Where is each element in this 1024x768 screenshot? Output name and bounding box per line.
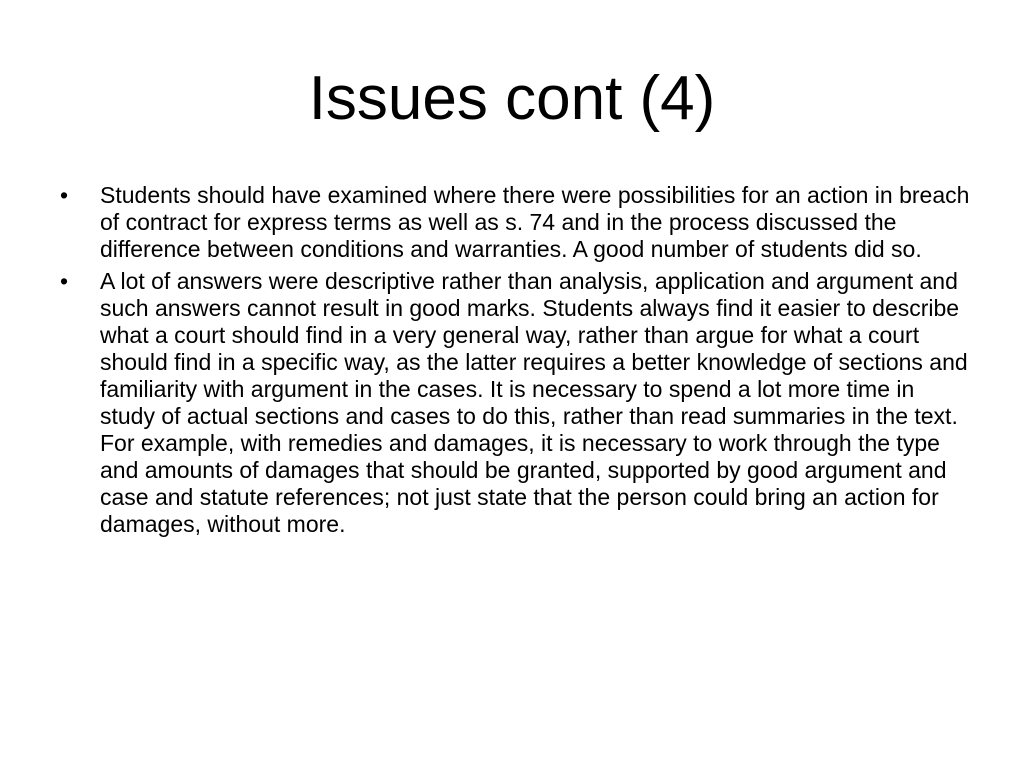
bullet-icon: • — [60, 268, 69, 294]
bullet-icon: • — [60, 182, 69, 208]
bullet-text: A lot of answers were descriptive rather than analysis, application and argument and such answers cannot result in good marks. Students always find it easier to describe what a court should find in a very general way, rather than argue for what a court should find in a specific way, as the latter requires a better knowledge of sections and familiarity with argument in the cases. It is necessary to spend a lot more time in study of actual sections and cases to do this, rather than read summaries in the text. For example, with remedies and damages, it is necessary to work through the type and amounts of damages that should be granted, supported by good argument and case and statute references; not just state that the person could bring an action for damages, without more. — [100, 268, 968, 537]
bullet-text: Students should have examined where there were possibilities for an action in breach of contract for express terms as well as s. 74 and in the process discussed the difference between conditions and warranties. A good number of students did so. — [100, 182, 970, 262]
slide-title: Issues cont (4) — [308, 64, 716, 133]
bullet-list — [56, 182, 971, 543]
bullet-item — [56, 268, 971, 538]
bullet-item — [56, 182, 971, 263]
